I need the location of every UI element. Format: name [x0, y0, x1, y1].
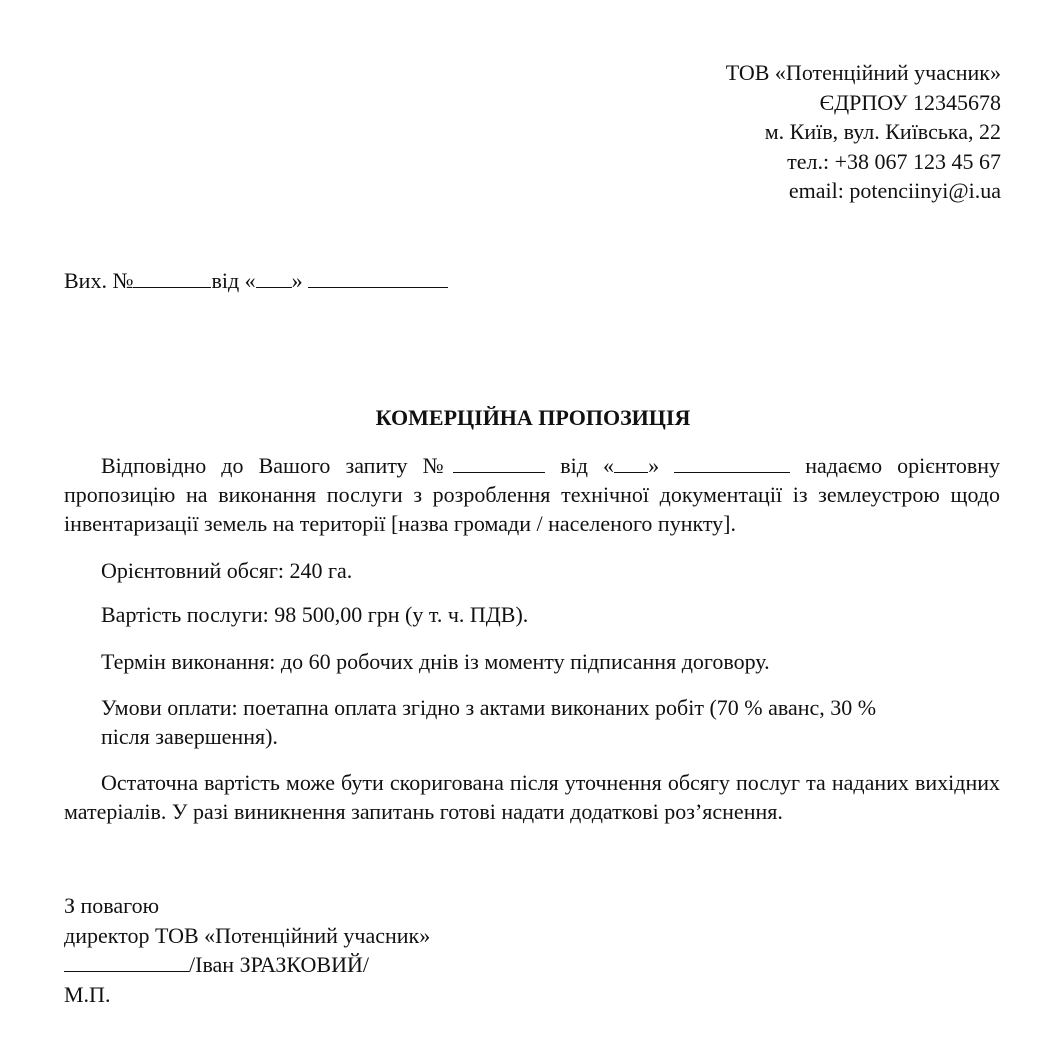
signature-name: /Іван ЗРАЗКОВИЙ/	[189, 952, 369, 977]
payment-terms-line-1: Умови оплати: поетапна оплата згідно з актами виконаних робіт (70 % аванс, 30 %	[101, 695, 877, 720]
signature-line	[64, 950, 430, 980]
outgoing-month-year-blank	[308, 269, 448, 288]
cost-line: Вартість послуги: 98 500,00 грн (у т. ч. ПДВ).	[101, 602, 529, 627]
sender-phone: тел.: +38 067 123 45 67	[787, 148, 1001, 174]
sender-details	[726, 58, 1001, 206]
request-number-blank	[453, 454, 545, 473]
intro-request-from: від «	[545, 453, 615, 478]
stamp-place: М.П.	[64, 981, 111, 1007]
intro-offer-text: надаємо орієнтовну пропозицію на виконання послуги з розроблення технічної документації із землеустрою щодо інвентаризації земель на території [назва громади / населеного пункту].	[64, 453, 1000, 536]
intro-request-close-quote: »	[648, 453, 675, 478]
signature-position: директор ТОВ «Потенційний учасник»	[64, 922, 431, 948]
sender-address: м. Київ, вул. Київська, 22	[764, 119, 1001, 144]
intro-paragraph	[64, 451, 1000, 538]
sender-email: email: potenciinyi@i.ua	[788, 178, 1001, 203]
final-note-paragraph: Остаточна вартість може бути скоригована після уточнення обсягу послуг та наданих вихідних матеріалів. У разі виникнення запитань готові надати додаткові роз’яснення.	[64, 770, 1000, 824]
payment-terms	[64, 693, 1000, 751]
signature-greeting: З повагою	[64, 893, 160, 918]
intro-request-text: Відповідно до Вашого запиту №	[101, 453, 454, 478]
sender-edrpou: ЄДРПОУ 12345678	[819, 89, 1001, 115]
outgoing-date-from: від «	[211, 268, 256, 293]
signature-block	[64, 891, 430, 1009]
outgoing-day-blank	[256, 269, 292, 288]
outgoing-date-close-quote: »	[291, 268, 303, 293]
request-month-year-blank	[674, 454, 790, 473]
volume-line: Орієнтовний обсяг: 240 га.	[101, 558, 353, 583]
outgoing-number-line	[64, 268, 448, 294]
outgoing-number-prefix: Вих. №	[64, 268, 134, 293]
document-title: КОМЕРЦІЙНА ПРОПОЗИЦІЯ	[375, 405, 691, 430]
term-line: Термін виконання: до 60 робочих днів із моменту підписання договору.	[101, 649, 770, 674]
request-day-blank	[614, 454, 648, 473]
signature-blank	[64, 953, 189, 972]
payment-terms-line-2: після завершення).	[101, 724, 278, 749]
sender-company: ТОВ «Потенційний учасник»	[725, 60, 1001, 85]
outgoing-number-blank	[133, 269, 211, 288]
